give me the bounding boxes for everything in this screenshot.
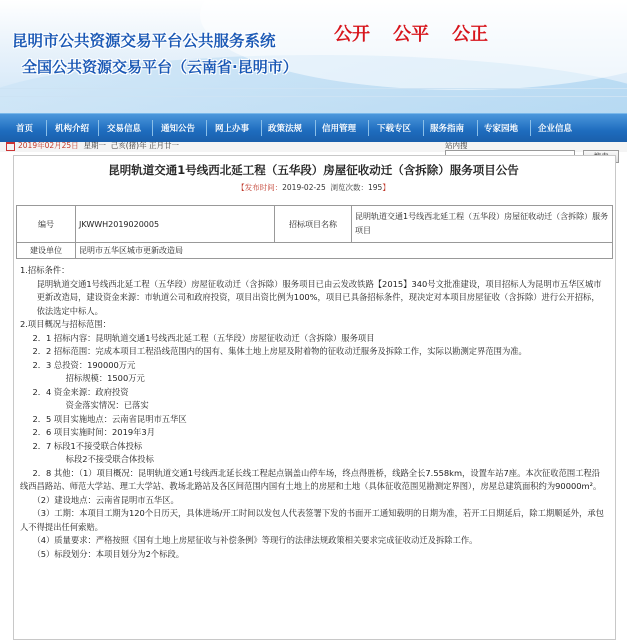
project-name-label: 招标项目名称 bbox=[275, 206, 352, 243]
list-item: （2）建设地点：云南省昆明市五华区。 bbox=[32, 494, 179, 505]
nav-trade-info[interactable]: 交易信息 bbox=[107, 124, 142, 134]
table-row bbox=[17, 243, 613, 259]
builder-label: 建设单位 bbox=[17, 243, 76, 259]
list-item: （5）标段划分：本项目划分为2个标段。 bbox=[32, 548, 185, 559]
meta-suffix: 】 bbox=[382, 183, 390, 192]
list-item: （4）质量要求：严格按照《国有土地上房屋征收与补偿条例》等现行的法律法规政策相关要求完成征收动迁及拆除工作。 bbox=[32, 535, 478, 545]
nav-divider bbox=[315, 120, 316, 136]
list-item: 招标规模：1500万元 bbox=[65, 373, 145, 383]
nav-divider bbox=[530, 120, 531, 136]
list-item: 2．6 项目实施时间：2019年3月 bbox=[32, 427, 155, 437]
slogan-just: 公正 bbox=[452, 24, 488, 45]
project-info-table bbox=[16, 205, 613, 259]
code-label: 编号 bbox=[17, 206, 76, 243]
nav-experts[interactable]: 专家园地 bbox=[484, 124, 519, 134]
weekday-text: 星期一 bbox=[83, 141, 106, 150]
nav-policies[interactable]: 政策法规 bbox=[268, 124, 303, 134]
list-item: 2．3 总投资：190000万元 bbox=[32, 359, 136, 370]
publish-time: 2019-02-25 bbox=[282, 183, 326, 192]
nav-downloads[interactable]: 下载专区 bbox=[377, 124, 412, 134]
builder-value: 昆明市五华区城市更新改造局 bbox=[76, 243, 613, 259]
nav-enterprise[interactable]: 企业信息 bbox=[538, 124, 573, 134]
nav-about[interactable]: 机构介绍 bbox=[55, 124, 90, 134]
nav-divider bbox=[152, 120, 153, 136]
list-item: 2．5 项目实施地点：云南省昆明市五华区 bbox=[32, 413, 187, 424]
list-item: 2．2 招标范围：完成本项目工程沿线范围内的国有、集体土地上房屋及附着物的征收动迁服务及拆除工作，实际以勘测定界范围为准。 bbox=[32, 346, 527, 356]
nav-home[interactable]: 首页 bbox=[16, 124, 34, 134]
paragraph: 昆明轨道交通1号线西北延工程（五华段）房屋征收动迁（含拆除）服务项目已由云发改铁路【2015】340号文批准建设，项目招标人为昆明市五华区城市更新改造局，建设资金来源：市轨道公司和政府投资，项目出资比例为100%，项目已具备招标条件，现决定对本项目房屋征收（含拆除）进行公开招标，依法选定中标人。 bbox=[36, 278, 602, 316]
views-label: 浏览次数： bbox=[330, 183, 369, 192]
header-banner bbox=[0, 0, 627, 113]
banner-line bbox=[0, 88, 627, 89]
slogan-fair: 公平 bbox=[393, 24, 429, 45]
date-display bbox=[6, 140, 179, 151]
list-item: （3）工期：本项目工期为120个日历天，具体进场/开工时间以发包人代表签署下发的书面开工通知载明的日期为准，若开工日期延后，除工期顺延外，承包人不得提出任何索赔。 bbox=[20, 508, 604, 532]
list-item: 标段2不接受联合体投标 bbox=[65, 454, 154, 464]
article-meta bbox=[0, 182, 627, 193]
nav-divider bbox=[46, 120, 47, 136]
list-item: 2．7 标段1不接受联合体投标 bbox=[32, 440, 143, 451]
nav-credit[interactable]: 信用管理 bbox=[322, 124, 357, 134]
nav-divider bbox=[206, 120, 207, 136]
nav-divider bbox=[368, 120, 369, 136]
view-count: 195 bbox=[368, 183, 383, 192]
nav-divider bbox=[477, 120, 478, 136]
list-item: 2．1 招标内容：昆明轨道交通1号线西北延工程（五华段）房屋征收动迁（含拆除）服务项目 bbox=[32, 332, 375, 343]
lunar-date-text: 己亥(猪)年 正月廿一 bbox=[110, 141, 179, 150]
date-text: 2019年02月25日 bbox=[18, 141, 79, 150]
nav-service-guide[interactable]: 服务指南 bbox=[430, 124, 465, 134]
calendar-icon bbox=[6, 142, 15, 151]
list-item: 2．4 资金来源：政府投资 bbox=[32, 386, 129, 397]
meta-prefix: 【发布时间： bbox=[237, 183, 283, 192]
section-heading: 2.项目概况与招标范围： bbox=[20, 319, 111, 329]
project-name-value: 昆明轨道交通1号线西北延工程（五华段）房屋征收动迁（含拆除）服务项目 bbox=[352, 206, 613, 243]
banner-line bbox=[0, 96, 627, 97]
search-label: 站内搜 bbox=[445, 141, 468, 150]
main-nav bbox=[0, 113, 627, 142]
nav-divider bbox=[261, 120, 262, 136]
table-row bbox=[17, 206, 613, 243]
portal-subtitle: 全国公共资源交易平台（云南省·昆明市） bbox=[22, 58, 298, 76]
portal-title[interactable]: 昆明市公共资源交易平台公共服务系统 bbox=[12, 32, 276, 50]
nav-divider bbox=[423, 120, 424, 136]
nav-notices[interactable]: 通知公告 bbox=[161, 124, 196, 134]
article-title: 昆明轨道交通1号线西北延工程（五华段）房屋征收动迁（含拆除）服务项目公告 bbox=[108, 163, 519, 177]
nav-online-service[interactable]: 网上办事 bbox=[215, 124, 250, 134]
list-item: 2．8 其他：（1）项目概况：昆明轨道交通1号线西北延长线工程起点锅盖山停车场，终点得胜桥，线路全长7.558km，设置车站7座。本次征收范围工程沿线西昌路站、师范大学站、理工大学站、教场北路站及各区间范围内国有土地上的房屋和土地（具体征收范围见勘测定界图），房屋总建筑面积约为90000m²。 bbox=[20, 467, 602, 491]
section-heading: 1.招标条件： bbox=[20, 265, 70, 275]
nav-divider bbox=[98, 120, 99, 136]
list-item: 资金落实情况：已落实 bbox=[65, 400, 149, 410]
article-body bbox=[20, 264, 607, 561]
code-value: JKWWH2019020005 bbox=[76, 206, 275, 243]
slogan-open: 公开 bbox=[334, 24, 370, 45]
